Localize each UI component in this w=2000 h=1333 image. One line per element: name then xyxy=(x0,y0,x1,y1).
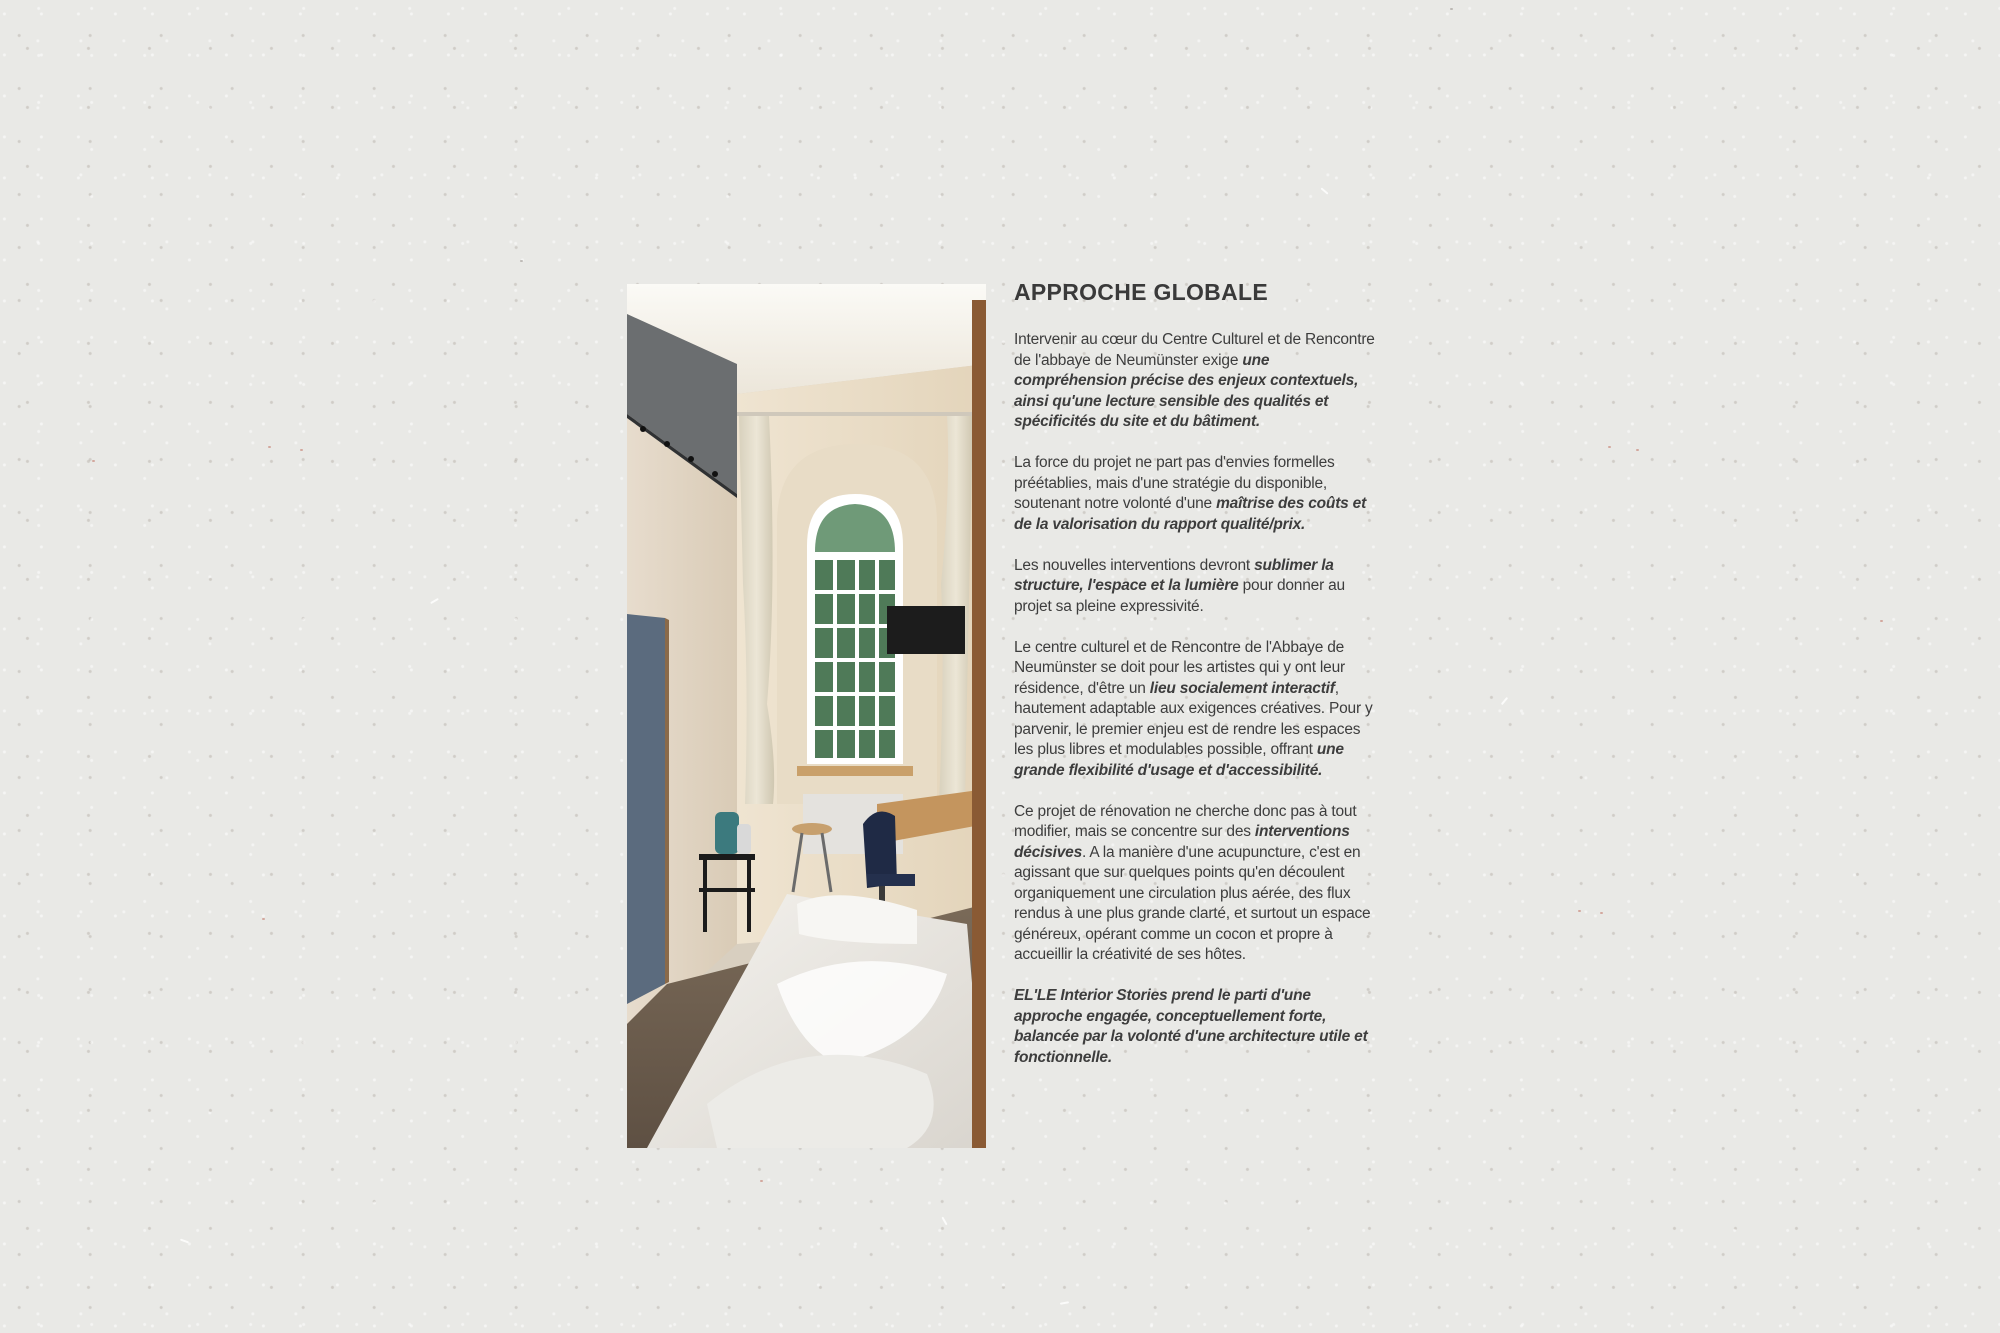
emphasized-text: sublimer la structure, l'espace et la lumière xyxy=(1014,556,1334,594)
paper-fleck xyxy=(1320,187,1328,194)
paper-fleck xyxy=(1600,912,1603,914)
paper-fleck xyxy=(1636,449,1639,451)
paper-fleck xyxy=(262,918,265,920)
paper-fleck xyxy=(1501,697,1508,705)
body-paragraph xyxy=(1014,556,1376,618)
paragraph-text: Intervenir au cœur du Centre Culturel et de Rencontre de l'abbaye de Neumünster exige xyxy=(1014,331,1375,369)
room-photo xyxy=(627,284,986,1148)
paragraph-text: La force du projet ne part pas d'envies formelles préétablies, mais d'une stratégie du disponible, soutenant notre volonté d'une xyxy=(1014,454,1335,512)
body-paragraphs xyxy=(1014,330,1376,966)
room-illustration xyxy=(627,284,986,1148)
emphasized-text: une compréhension précise des enjeux contextuels, ainsi qu'une lecture sensible des qualités et spécificités du site et du bâtiment. xyxy=(1014,351,1359,430)
paper-fleck xyxy=(430,598,439,604)
paper-fleck xyxy=(941,1217,947,1226)
paragraph-text: . A la manière d'une acupuncture, c'est en agissant que sur quelques points qu'en découlent organiquement une circulation plus aérée, des flux rendus à une plus grande clarté, et surtout un espace généreux, opérant comme un cocon et propre à accueillir la créativité de ses hôtes. xyxy=(1014,843,1371,963)
paper-fleck xyxy=(1450,8,1453,10)
paragraph-text: Le centre culturel et de Rencontre de l'Abbaye de Neumünster se doit pour les artistes qui y ont leur résidence, d'être un xyxy=(1014,638,1345,697)
paper-fleck xyxy=(520,260,523,262)
body-paragraph xyxy=(1014,453,1376,535)
paper-fleck xyxy=(180,1239,189,1244)
closing-statement: EL'LE Interior Stories prend le parti d'une approche engagée, conceptuellement forte, balancée par la volonté d'une architecture utile et fonctionnelle. xyxy=(1014,987,1368,1066)
paper-fleck xyxy=(92,460,95,462)
text-column xyxy=(1014,276,1376,1089)
paper-fleck xyxy=(300,449,303,451)
paragraph-text: pour donner au projet sa pleine expressivité. xyxy=(1014,577,1345,615)
emphasized-text: lieu socialement interactif xyxy=(1149,679,1335,697)
paper-fleck xyxy=(1060,1301,1069,1305)
body-paragraph xyxy=(1014,638,1376,782)
emphasized-text: maîtrise des coûts et de la valorisation du rapport qualité/prix. xyxy=(1014,495,1367,533)
paragraph-text: , hautement adaptable aux exigences créatives. Pour y parvenir, le premier enjeu est de rendre les espaces les plus libres et modulables possible, offrant xyxy=(1014,679,1373,758)
paper-fleck xyxy=(268,446,271,448)
section-title: APPROCHE GLOBALE xyxy=(1014,279,1268,305)
paper-fleck xyxy=(1608,446,1611,448)
body-paragraph xyxy=(1014,802,1376,966)
paragraph-text: Les nouvelles interventions devront xyxy=(1014,556,1255,574)
paper-fleck xyxy=(1880,620,1883,622)
body-paragraph xyxy=(1014,330,1376,433)
paper-fleck xyxy=(1578,910,1581,912)
paper-fleck xyxy=(760,1180,763,1182)
paragraph-text: Ce projet de rénovation ne cherche donc pas à tout modifier, mais se concentre sur des xyxy=(1014,802,1357,840)
emphasized-text: une grande flexibilité d'usage et d'accessibilité. xyxy=(1014,741,1344,779)
emphasized-text: interventions décisives xyxy=(1014,823,1350,861)
